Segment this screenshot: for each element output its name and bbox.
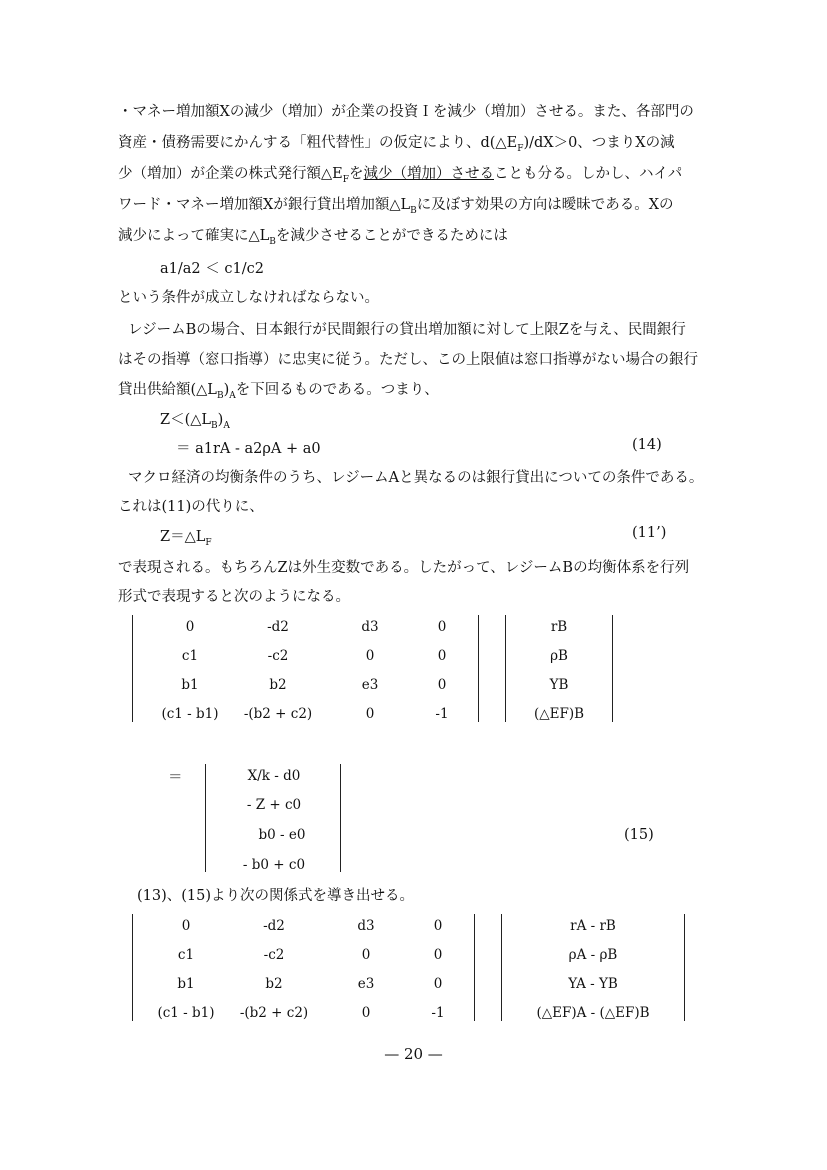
matrix-cell: -d2 [267, 619, 289, 635]
equation-number: (11’) [632, 525, 667, 541]
vector-left-bar [205, 764, 206, 872]
vector-right-bar [684, 914, 685, 1021]
matrix-right-bar [474, 914, 475, 1021]
matrix-right-bar [478, 615, 479, 722]
matrix-cell: 0 [365, 648, 375, 664]
text-segment: に及ぼす効果の方向は曖昧である。Xの [416, 197, 674, 213]
vector-right-bar [340, 764, 341, 872]
vector-cell: - Z + c0 [246, 797, 302, 813]
vector-cell: rA - rB [570, 918, 616, 934]
vector-cell: YA - YB [568, 976, 618, 992]
text-segment: ) [217, 412, 224, 428]
text-segment: を減少させることができるためには [275, 228, 508, 244]
matrix-cell: b2 [265, 976, 283, 992]
matrix-left-bar [132, 914, 133, 1021]
matrix-cell: d3 [357, 918, 375, 934]
matrix-cell: d3 [361, 619, 379, 635]
text-segment: を下回るものである。つまり、 [235, 382, 439, 398]
text-segment: Z＜(△L [160, 412, 212, 428]
matrix-cell: 0 [185, 619, 195, 635]
vector-cell: (△EF)A - (△EF)B [536, 1005, 650, 1021]
matrix-cell: -(b2 + c2) [243, 706, 313, 722]
subscript: B [410, 205, 417, 216]
matrix-left-bar [132, 615, 133, 722]
subscript: B [216, 390, 224, 401]
text-segment: を [349, 166, 364, 182]
text-segment: ワード・マネー増加額Xが銀行貸出増加額△L [118, 197, 411, 213]
text-line [118, 193, 674, 216]
text-line: ・マネー増加額Xの減少（増加）が企業の投資Ｉを減少（増加）させる。また、各部門の [118, 104, 694, 120]
text-line [118, 162, 682, 185]
text-line: で表現される。もちろんZは外生変数である。したがって、レジームBの均衡体系を行列 [118, 560, 690, 576]
matrix-cell: -(b2 + c2) [239, 1005, 309, 1021]
text-segment: Z＝△L [160, 529, 206, 545]
matrix-cell: 0 [433, 976, 443, 992]
text-line [118, 131, 675, 154]
text-segment: 資産・債務需要にかんする「粗代替性」の仮定により、d(△E [118, 135, 518, 151]
vector-cell: ρB [550, 648, 568, 664]
vector-left-bar [501, 914, 502, 1021]
subscript: B [269, 236, 276, 247]
equation-number: (15) [624, 827, 654, 843]
vector-cell: X/k - d0 [247, 768, 301, 784]
vector-cell: YB [549, 677, 569, 693]
text-line: (13)、(15)より次の関係式を導き出せる。 [137, 888, 415, 904]
matrix-cell: -c2 [263, 947, 285, 963]
matrix-cell: c1 [181, 648, 199, 664]
text-line: マクロ経済の均衡条件のうち、レジームAと異なるのは銀行貸出についての条件である。 [128, 470, 704, 486]
condition-formula: a1/a2 ＜ c1/c2 [160, 261, 264, 277]
matrix-cell: c1 [177, 947, 195, 963]
page-number: — 20 — [384, 1045, 443, 1063]
text-line: レジームBの場合、日本銀行が民間銀行の貸出増加額に対して上限Zを与え、民間銀行 [128, 322, 686, 338]
subscript: A [229, 390, 236, 401]
text-line: という条件が成立しなければならない。 [118, 290, 379, 306]
subscript: A [223, 420, 230, 431]
matrix-cell: e3 [357, 976, 375, 992]
vector-cell: (△EF)B [533, 706, 585, 722]
matrix-cell: 0 [437, 648, 447, 664]
text-segment: ) [223, 382, 230, 398]
vector-cell: b0 - e0 [258, 827, 306, 843]
subscript: B [211, 420, 218, 431]
equals-sign: ＝ [168, 770, 183, 786]
text-line: はその指導（窓口指導）に忠実に従う。ただし、この上限値は窓口指導がない場合の銀行 [118, 352, 698, 368]
vector-cell: rB [550, 619, 568, 635]
matrix-cell: (c1 - b1) [161, 706, 219, 722]
vector-cell: ρA - ρB [568, 947, 618, 963]
matrix-cell: -d2 [263, 918, 285, 934]
equation-14-line2: ＝ a1rA - a2ρA + a0 [176, 441, 321, 457]
vector-cell: - b0 + c0 [242, 857, 306, 873]
matrix-cell: -c2 [267, 648, 289, 664]
vector-right-bar [612, 615, 613, 722]
matrix-cell: 0 [437, 677, 447, 693]
matrix-cell: 0 [433, 918, 443, 934]
subscript: F [342, 174, 349, 185]
text-line [118, 378, 439, 401]
text-line [118, 224, 508, 247]
matrix-cell: e3 [361, 677, 379, 693]
text-segment: )/dX＞0、つまりXの減 [523, 135, 675, 151]
matrix-cell: (c1 - b1) [157, 1005, 215, 1021]
text-segment: ことも分る。しかし、ハイパ [494, 166, 683, 182]
matrix-cell: b1 [177, 976, 195, 992]
matrix-cell: 0 [433, 947, 443, 963]
matrix-cell: 0 [361, 1005, 371, 1021]
text-segment: 少（増加）が企業の株式発行額△E [118, 166, 343, 182]
matrix-cell: 0 [365, 706, 375, 722]
text-segment: 減少によって確実に△L [118, 228, 270, 244]
equation-14-line1 [160, 408, 230, 431]
matrix-cell: 0 [361, 947, 371, 963]
subscript: F [517, 143, 524, 154]
underlined-text: 減少（増加）させる [363, 166, 494, 182]
matrix-cell: -1 [431, 1005, 445, 1021]
text-segment: 貸出供給額(△L [118, 382, 217, 398]
matrix-cell: b2 [269, 677, 287, 693]
text-line: これは(11)の代りに、 [118, 499, 264, 515]
equation-11-prime [160, 525, 212, 548]
matrix-cell: b1 [181, 677, 199, 693]
subscript: F [205, 537, 212, 548]
matrix-cell: 0 [437, 619, 447, 635]
equation-number: (14) [632, 437, 662, 453]
text-line: 形式で表現すると次のようになる。 [118, 589, 350, 605]
matrix-cell: -1 [435, 706, 449, 722]
vector-left-bar [505, 615, 506, 722]
matrix-cell: 0 [181, 918, 191, 934]
